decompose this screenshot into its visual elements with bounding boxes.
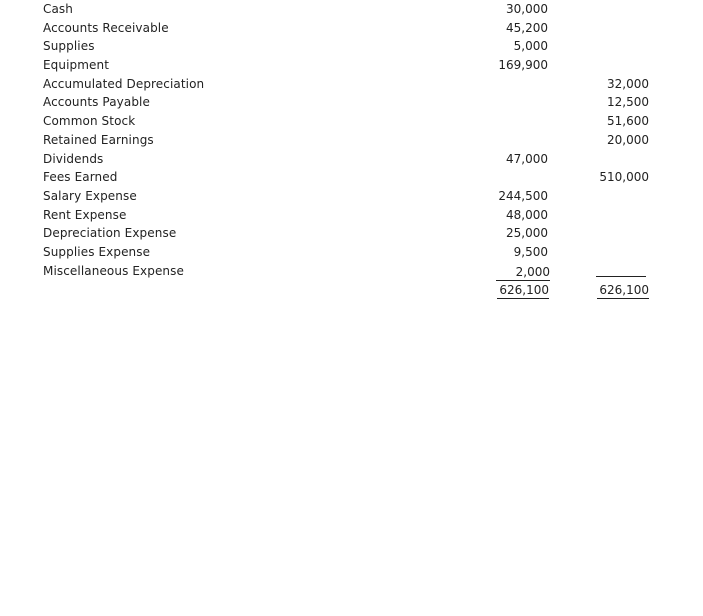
debit-amount: 25,000 <box>506 226 548 241</box>
debit-amount: 169,900 <box>498 58 548 73</box>
ledger-row-retained-earnings <box>0 131 703 150</box>
ledger-row-depreciation-expense <box>0 224 703 243</box>
credit-underline <box>596 276 646 277</box>
ledger-row-miscellaneous-expense <box>0 262 703 281</box>
ledger-row-supplies-expense <box>0 243 703 262</box>
debit-amount: 30,000 <box>506 2 548 16</box>
debit-amount: 45,200 <box>506 20 548 35</box>
account-name: Equipment <box>43 58 110 73</box>
ledger-row-rent-expense <box>0 206 703 225</box>
account-name: Retained Earnings <box>43 132 154 147</box>
account-name: Fees Earned <box>43 170 118 185</box>
ledger-row-fees-earned <box>0 168 703 187</box>
account-name: Miscellaneous Expense <box>43 263 184 278</box>
debit-amount: 48,000 <box>506 207 548 222</box>
credit-amount: 51,600 <box>607 114 649 129</box>
account-name: Salary Expense <box>43 188 137 203</box>
ledger-row-supplies <box>0 37 703 56</box>
account-name: Cash <box>43 2 73 16</box>
account-name: Common Stock <box>43 114 136 129</box>
account-name: Accumulated Depreciation <box>43 76 205 91</box>
debit-amount: 5,000 <box>513 39 548 54</box>
account-name: Accounts Receivable <box>43 20 169 35</box>
account-name: Dividends <box>43 151 104 166</box>
debit-amount: 244,500 <box>498 188 548 203</box>
debit-amount: 2,000 <box>496 264 550 281</box>
debit-amount: 47,000 <box>506 151 548 166</box>
credit-amount: 20,000 <box>607 132 649 147</box>
credit-amount: 32,000 <box>607 76 649 91</box>
credit-amount: 510,000 <box>599 170 649 185</box>
ledger-row-dividends <box>0 150 703 169</box>
ledger-row-salary-expense <box>0 187 703 206</box>
totals-row <box>0 280 703 299</box>
total-credit: 626,100 <box>597 282 649 299</box>
account-name: Accounts Payable <box>43 95 150 110</box>
ledger-row-accumulated-depreciation <box>0 75 703 94</box>
debit-amount: 9,500 <box>513 244 548 259</box>
ledger-row-equipment <box>0 56 703 75</box>
trial-balance <box>0 0 703 299</box>
ledger-row-common-stock <box>0 112 703 131</box>
ledger-row-cash <box>0 0 703 19</box>
account-name: Depreciation Expense <box>43 226 177 241</box>
account-name: Supplies <box>43 39 95 54</box>
credit-amount: 12,500 <box>607 95 649 110</box>
ledger-row-accounts-payable <box>0 93 703 112</box>
total-debit: 626,100 <box>497 282 549 299</box>
account-name: Supplies Expense <box>43 244 151 259</box>
ledger-row-accounts-receivable <box>0 19 703 38</box>
account-name: Rent Expense <box>43 207 127 222</box>
